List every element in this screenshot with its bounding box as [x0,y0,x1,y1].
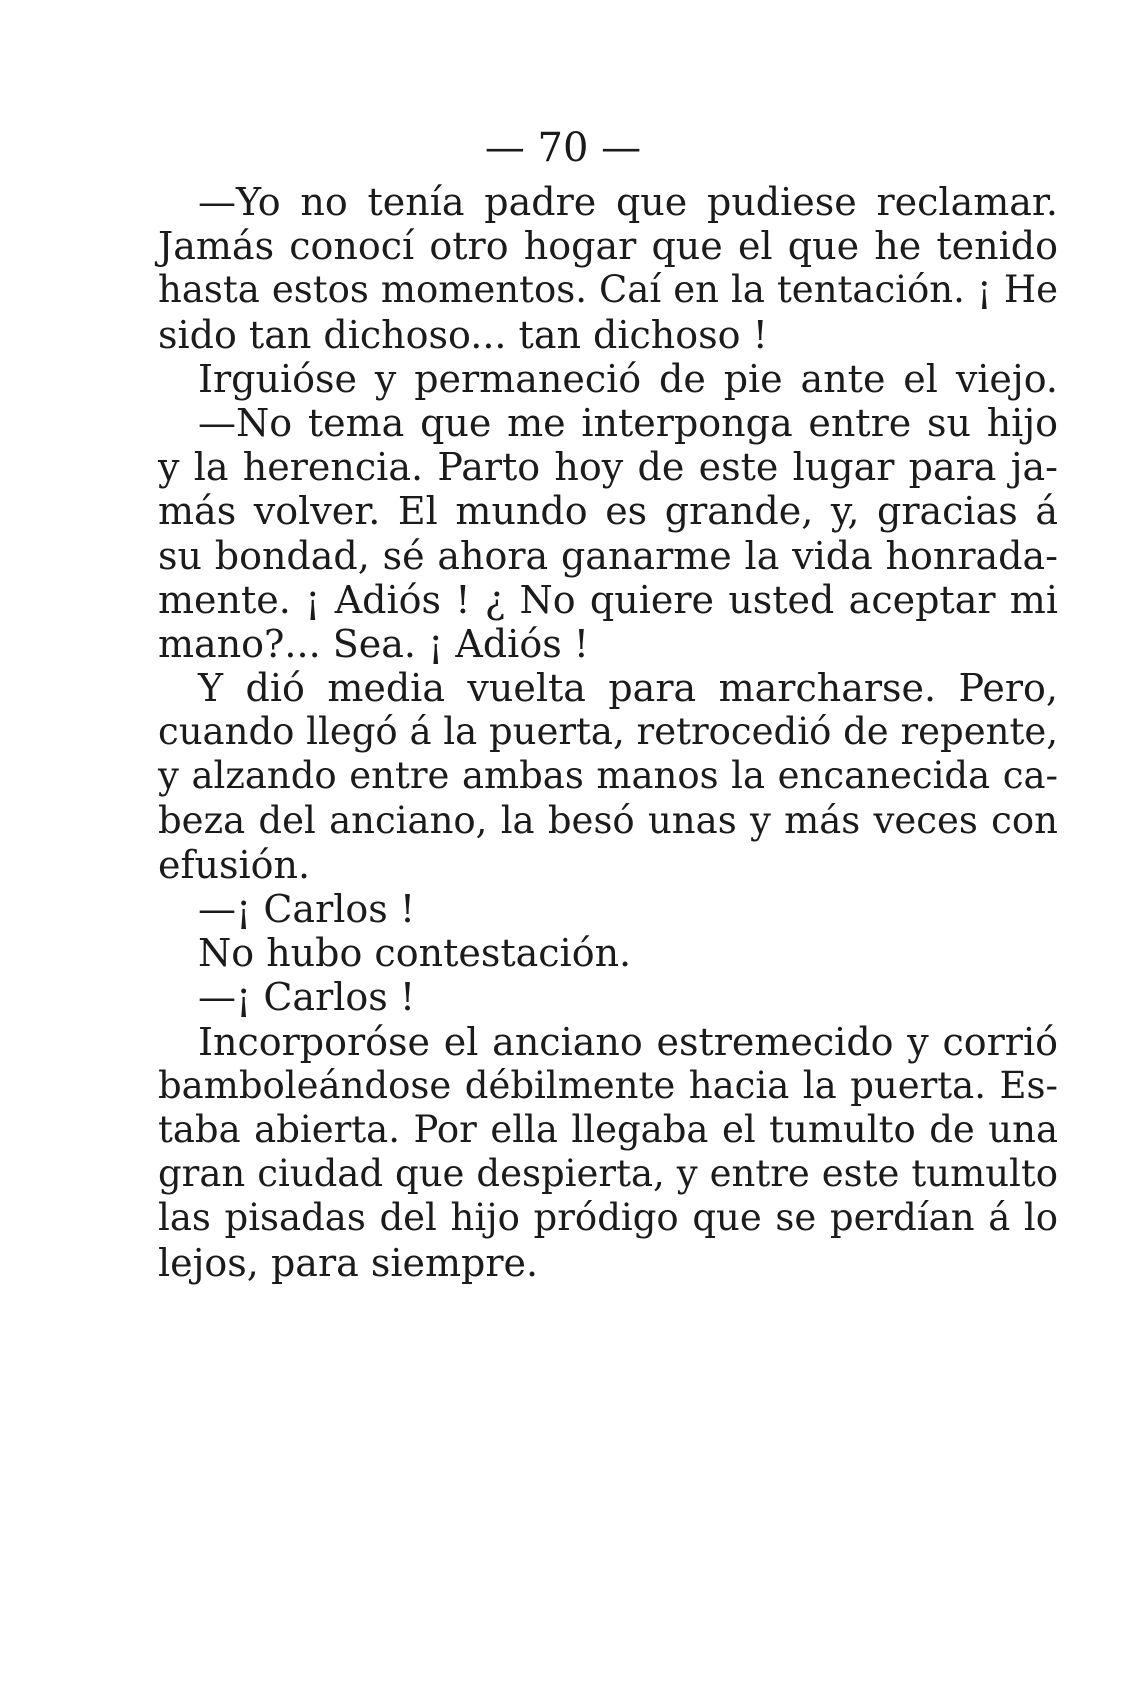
text-line: efusión. [158,842,311,887]
text-line: lejos, para siempre. [158,1240,539,1285]
text-line: más volver. El mundo es grande, y, gracias á [158,489,1058,534]
page-number: — 70 — [484,125,642,171]
text-line: hasta estos momentos. Caí en la tentación. ¡ He [158,268,1058,312]
text-line: Jamás conocí otro hogar que el que he tenido [158,224,1058,269]
text-line: —Yo no tenía padre que pudiese reclamar. [198,180,1058,224]
text-line: mano?... Sea. ¡ Adiós ! [158,621,590,666]
text-line: —¡ Carlos ! [198,887,416,931]
text-line: y alzando entre ambas manos la encanecida ca- [158,754,1058,798]
text-line: taba abierta. Por ella llegaba el tumulto de una [158,1107,1058,1151]
text-line: las pisadas del hijo pródigo que se perdían á lo [158,1196,1058,1240]
text-line: cuando llegó á la puerta, retrocedió de repente, [158,710,1058,754]
text-line: su bondad, sé ahora ganarme la vida honrada- [158,533,1058,578]
text-line: beza del anciano, la besó unas y más veces con [158,798,1058,842]
text-line: —No tema que me interponga entre su hijo [198,400,1058,445]
text-line: sido tan dichoso... tan dichoso ! [158,312,768,357]
text-line: Incorporóse el anciano estremecido y corrió [198,1019,1058,1064]
text-line: gran ciudad que despierta, y entre este tumulto [158,1152,1058,1196]
body-text [158,180,1058,1285]
text-line: No hubo contestación. [198,931,632,976]
text-line: Y dió media vuelta para marcharse. Pero, [198,666,1058,711]
text-line: Irguióse y permaneció de pie ante el viejo. [198,356,1058,401]
text-line: mente. ¡ Adiós ! ¿ No quiere usted aceptar mi [158,577,1058,622]
text-line: y la herencia. Parto hoy de este lugar para ja- [158,445,1058,490]
text-line: —¡ Carlos ! [198,975,416,1020]
text-line: bamboleándose débilmente hacia la puerta. Es- [158,1063,1058,1107]
